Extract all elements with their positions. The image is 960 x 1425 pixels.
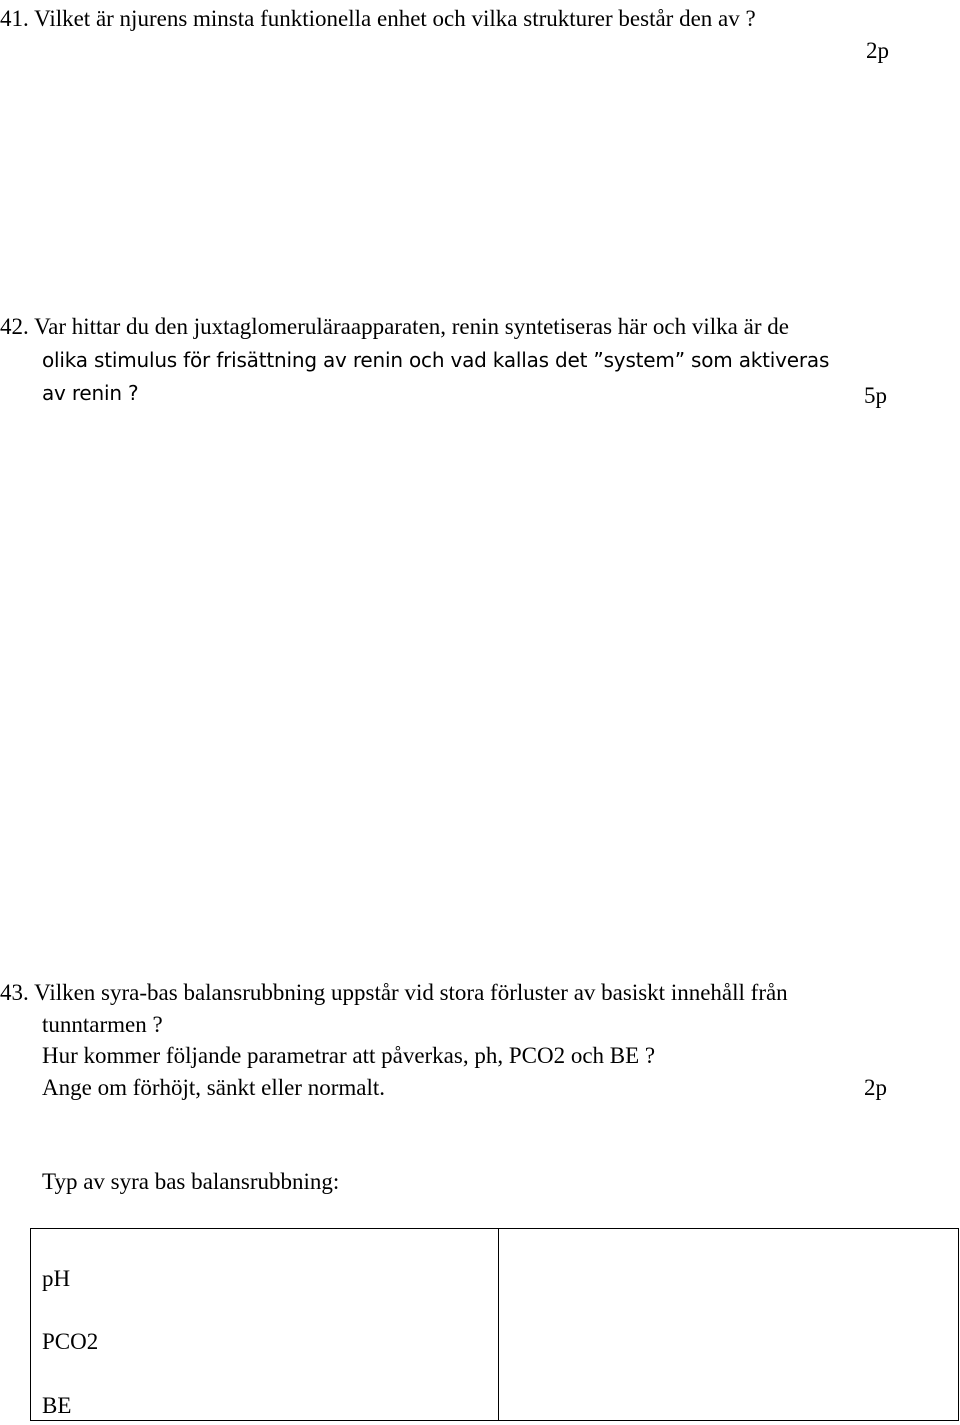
row-label-be: BE (42, 1393, 72, 1418)
answer-table (30, 1228, 959, 1421)
question-41-text: 41. Vilket är njurens minsta funktionella enhet och vilka strukturer består den av ? (0, 6, 756, 31)
question-41-points: 2p (866, 38, 889, 63)
question-43-points: 2p (864, 1075, 887, 1100)
question-42-line-3: av renin ? (42, 381, 139, 405)
table-divider (498, 1229, 499, 1420)
question-43-line-2: tunntarmen ? (42, 1012, 163, 1037)
question-42-line-1: 42. Var hittar du den juxtaglomeruläraapparaten, renin syntetiseras här och vilka är de (0, 314, 789, 339)
row-label-ph: pH (42, 1266, 71, 1291)
question-43-line-3: Hur kommer följande parametrar att påverkas, ph, PCO2 och BE ? (42, 1043, 656, 1068)
row-label-pco2: PCO2 (42, 1329, 99, 1354)
answer-input-area[interactable] (500, 1229, 958, 1420)
question-42-line-2: olika stimulus för frisättning av renin och vad kallas det ”system” som aktiveras (42, 348, 830, 372)
question-43-line-1: 43. Vilken syra-bas balansrubbning uppstår vid stora förluster av basiskt innehåll från (0, 980, 788, 1005)
question-42-points: 5p (864, 383, 887, 408)
answer-heading: Typ av syra bas balansrubbning: (42, 1169, 340, 1194)
question-43-line-4: Ange om förhöjt, sänkt eller normalt. (42, 1075, 386, 1100)
